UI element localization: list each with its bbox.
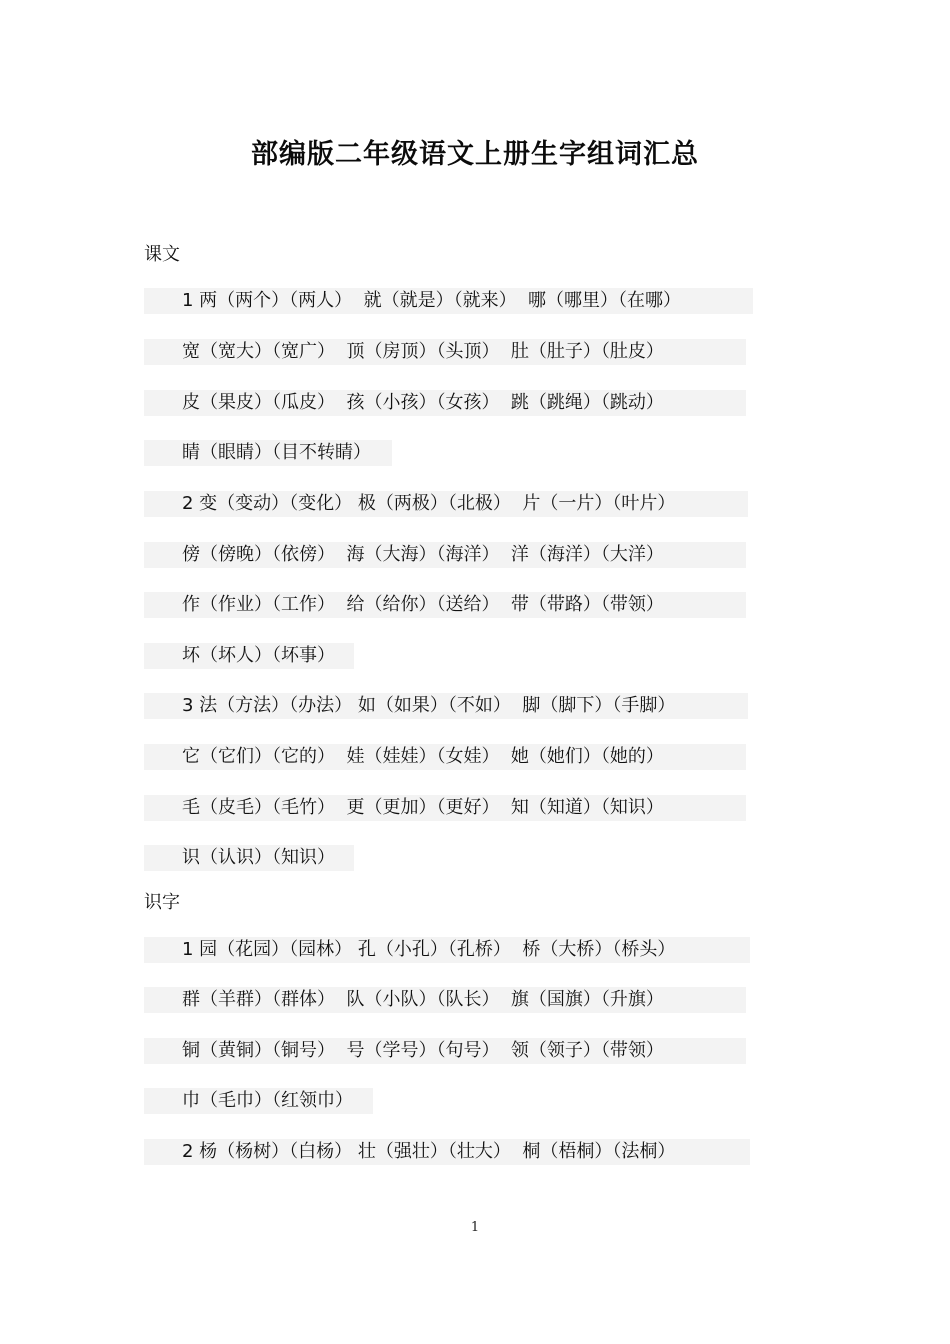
- word-line-text: 群（羊群）（群体） 队（小队）（队长） 旗（国旗）（升旗）: [182, 989, 664, 1010]
- word-line-text: 2 变（变动）（变化） 极（两极）（北极） 片（一片）（叶片）: [182, 493, 676, 514]
- word-line: [144, 845, 354, 871]
- word-line: [144, 744, 746, 770]
- word-line: [144, 491, 748, 517]
- word-line: [144, 987, 746, 1013]
- word-line-text: 毛（皮毛）（毛竹） 更（更加）（更好） 知（知道）（知识）: [182, 797, 664, 818]
- word-line-text: 1 园（花园）（园林） 孔（小孔）（孔桥） 桥（大桥）（桥头）: [182, 939, 676, 960]
- word-line: [144, 542, 746, 568]
- word-line: [144, 1139, 750, 1165]
- word-line: [144, 440, 392, 466]
- section-heading-kewen: 课文: [144, 244, 180, 265]
- word-line: [144, 592, 746, 618]
- word-line: [144, 288, 753, 314]
- word-line-text: 3 法（方法）（办法） 如（如果）（不如） 脚（脚下）（手脚）: [182, 695, 676, 716]
- word-line-text: 坏（坏人）（坏事）: [182, 645, 335, 666]
- word-line: [144, 339, 746, 365]
- word-line-text: 2 杨（杨树）（白杨） 壮（强壮）（壮大） 桐（梧桐）（法桐）: [182, 1141, 676, 1162]
- word-line: [144, 1038, 746, 1064]
- word-line-text: 铜（黄铜）（铜号） 号（学号）（句号） 领（领子）（带领）: [182, 1040, 664, 1061]
- word-line-text: 作（作业）（工作） 给（给你）（送给） 带（带路）（带领）: [182, 594, 664, 615]
- word-line-text: 傍（傍晚）（依傍） 海（大海）（海洋） 洋（海洋）（大洋）: [182, 544, 664, 565]
- word-line: [144, 390, 746, 416]
- word-line-text: 睛（眼睛）（目不转睛）: [182, 442, 371, 463]
- word-line: [144, 693, 748, 719]
- word-line: [144, 643, 354, 669]
- word-line-text: 识（认识）（知识）: [182, 847, 335, 868]
- word-line: [144, 1088, 373, 1114]
- word-line-text: 皮（果皮）（瓜皮） 孩（小孩）（女孩） 跳（跳绳）（跳动）: [182, 392, 664, 413]
- word-line-text: 它（它们）（它的） 娃（娃娃）（女娃） 她（她们）（她的）: [182, 746, 664, 767]
- word-line: [144, 795, 746, 821]
- word-line-text: 巾（毛巾）（红领巾）: [182, 1090, 353, 1111]
- word-line-text: 宽（宽大）（宽广） 顶（房顶）（头顶） 肚（肚子）（肚皮）: [182, 341, 664, 362]
- word-line-text: 1 两（两个）（两人） 就（就是）（就来） 哪（哪里）（在哪）: [182, 290, 682, 311]
- word-line: [144, 937, 750, 963]
- document-title: 部编版二年级语文上册生字组词汇总: [251, 139, 699, 170]
- section-heading-shizi: 识字: [144, 892, 180, 913]
- page-number: 1: [470, 1220, 480, 1235]
